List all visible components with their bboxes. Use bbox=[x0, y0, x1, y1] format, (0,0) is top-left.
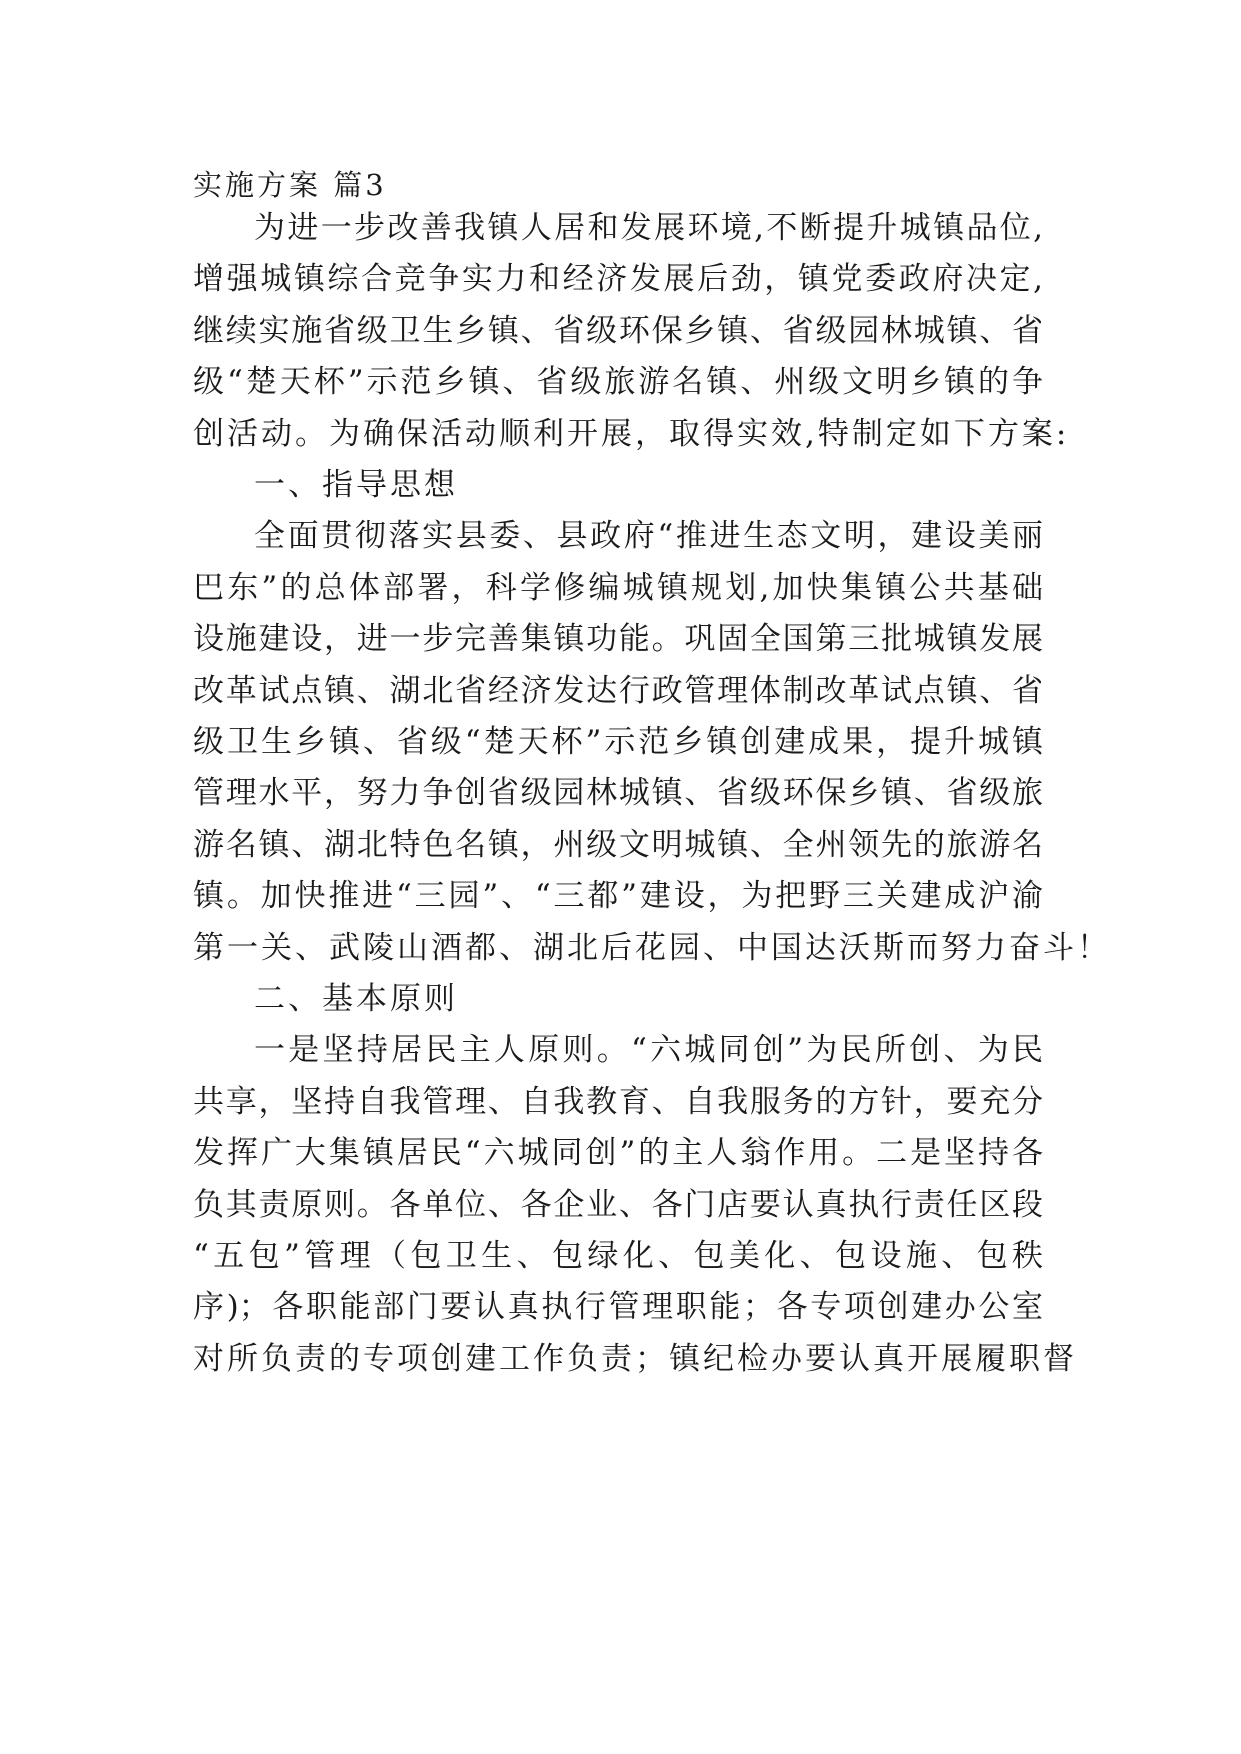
paragraph-line: 级“楚天杯”示范乡镇、省级旅游名镇、州级文明乡镇的争 bbox=[193, 364, 1043, 401]
paragraph-line: 创活动。为确保活动顺利开展，取得实效,特制定如下方案: bbox=[193, 415, 1070, 452]
paragraph-line: 一是坚持居民主人原则。“六城同创”为民所创、为民 bbox=[254, 1032, 1043, 1069]
paragraph-line: 级卫生乡镇、省级“楚天杯”示范乡镇创建成果，提升城镇 bbox=[193, 724, 1043, 760]
paragraph-line: 为进一步改善我镇人居和发展环境,不断提升城镇品位, bbox=[254, 210, 1043, 246]
paragraph-line: 管理水平，努力争创省级园林城镇、省级环保乡镇、省级旅 bbox=[193, 775, 1043, 812]
paragraph-line: 改革试点镇、湖北省经济发达行政管理体制改革试点镇、省 bbox=[193, 672, 1043, 709]
heading-guiding-ideology: 一、指导思想 bbox=[254, 467, 458, 503]
paragraph-line: 共享，坚持自我管理、自我教育、自我服务的方针，要充分 bbox=[193, 1083, 1043, 1120]
heading-basic-principles: 二、基本原则 bbox=[254, 981, 458, 1017]
paragraph-line: 负其责原则。各单位、各企业、各门店要认真执行责任区段 bbox=[193, 1186, 1043, 1223]
paragraph-line: 全面贯彻落实县委、县政府“推进生态文明，建设美丽 bbox=[254, 518, 1043, 555]
paragraph-line: 序)；各职能部门要认真执行管理职能；各专项创建办公室 bbox=[193, 1289, 1043, 1326]
paragraph-line: 第一关、武陵山酒都、湖北后花园、中国达沃斯而努力奋斗！ bbox=[193, 929, 1111, 966]
paragraph-line: 对所负责的专项创建工作负责；镇纪检办要认真开展履职督 bbox=[193, 1340, 1077, 1377]
paragraph-line: 设施建设，进一步完善集镇功能。巩固全国第三批城镇发展 bbox=[193, 621, 1043, 658]
paragraph-line: 镇。加快推进“三园”、“三都”建设，为把野三关建成沪渝 bbox=[193, 878, 1043, 915]
paragraph-line: 游名镇、湖北特色名镇，州级文明城镇、全州领先的旅游名 bbox=[193, 826, 1043, 863]
paragraph-line: 继续实施省级卫生乡镇、省级环保乡镇、省级园林城镇、省 bbox=[193, 312, 1043, 349]
paragraph-line: 增强城镇综合竞争实力和经济发展后劲，镇党委政府决定, bbox=[193, 261, 1043, 298]
paragraph-line: 巴东”的总体部署，科学修编城镇规划,加快集镇公共基础 bbox=[193, 569, 1043, 606]
paragraph-line: 发挥广大集镇居民“六城同创”的主人翁作用。二是坚持各 bbox=[193, 1135, 1043, 1172]
document-title: 实施方案 篇3 bbox=[193, 168, 387, 202]
paragraph-line: “五包”管理（包卫生、包绿化、包美化、包设施、包秩 bbox=[193, 1238, 1043, 1274]
